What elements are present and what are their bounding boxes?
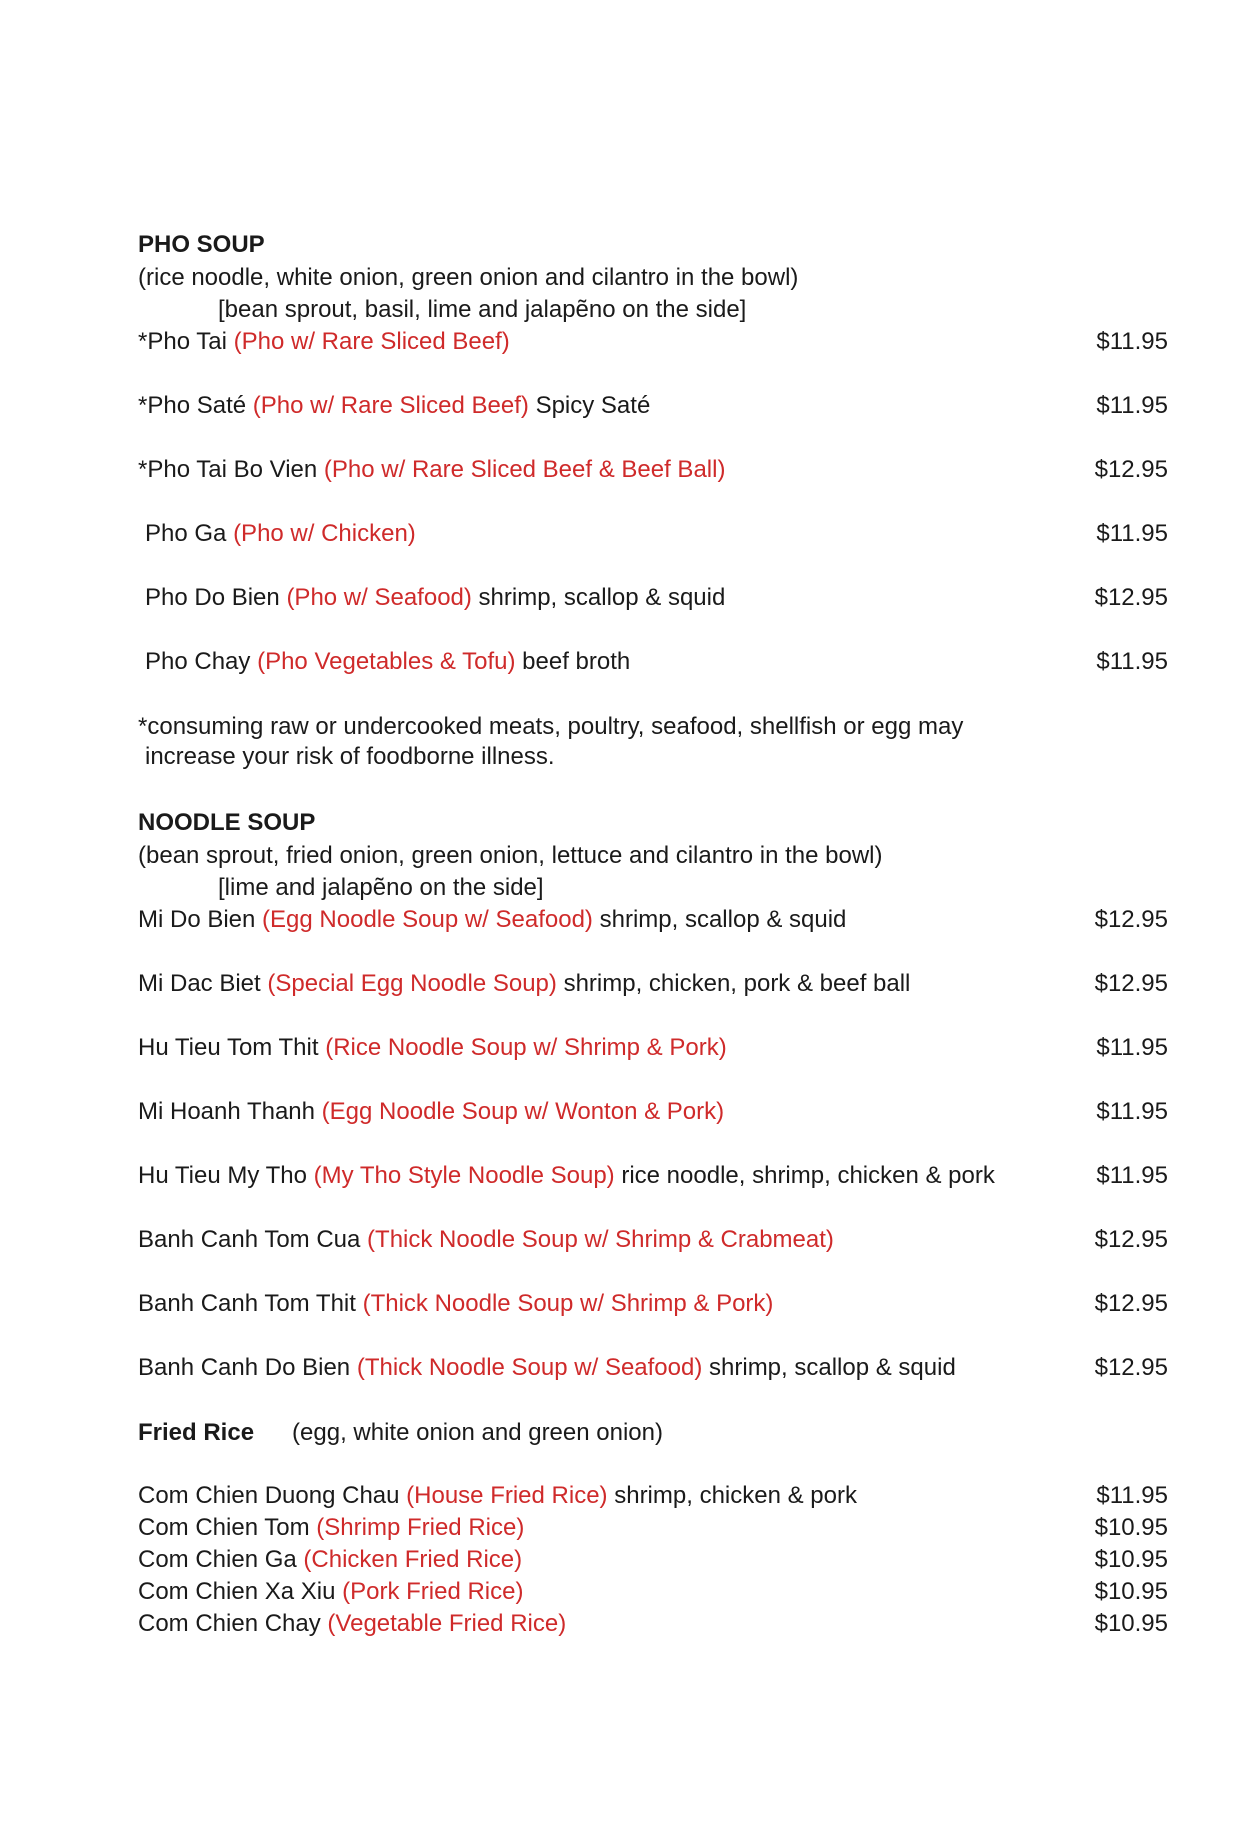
item-name: *Pho Tai Bo Vien	[138, 456, 318, 483]
menu-item	[138, 1608, 1168, 1640]
item-name: *Pho Saté	[138, 392, 247, 419]
item-translation: (Special Egg Noodle Soup)	[267, 970, 557, 997]
item-name: *Pho Tai	[138, 328, 227, 355]
item-translation: (Chicken Fried Rice)	[303, 1546, 523, 1573]
pho-bowl-description: (rice noodle, white onion, green onion and cilantro in the bowl)	[138, 264, 799, 291]
menu-item	[138, 1032, 1168, 1064]
item-price: $12.95	[1094, 906, 1168, 933]
item-name: Mi Dac Biet	[138, 970, 261, 997]
item-price: $10.95	[1094, 1514, 1168, 1541]
menu-item	[138, 646, 1168, 678]
item-translation: (Thick Noodle Soup w/ Shrimp & Pork)	[362, 1290, 774, 1317]
item-price: $12.95	[1094, 584, 1168, 611]
menu-item	[138, 1096, 1168, 1128]
item-translation: (My Tho Style Noodle Soup)	[313, 1162, 615, 1189]
item-name: Pho Chay	[145, 648, 251, 675]
menu-item	[138, 1480, 1168, 1512]
pho-section	[138, 228, 1168, 772]
item-price: $11.95	[1096, 1098, 1168, 1125]
item-extra: shrimp, chicken, pork & beef ball	[563, 970, 911, 997]
item-name: Hu Tieu My Tho	[138, 1162, 307, 1189]
fried-rice-section	[138, 1416, 1168, 1640]
item-name: Com Chien Ga	[138, 1546, 297, 1573]
item-name: Banh Canh Do Bien	[138, 1354, 351, 1381]
item-price: $12.95	[1094, 1354, 1168, 1381]
menu-item	[138, 1160, 1168, 1192]
item-name: Com Chien Xa Xiu	[138, 1578, 336, 1605]
item-translation: (Pho w/ Chicken)	[233, 520, 416, 547]
item-translation: (Thick Noodle Soup w/ Shrimp & Crabmeat)	[367, 1226, 834, 1253]
item-price: $11.95	[1096, 1482, 1168, 1509]
menu-item	[138, 968, 1168, 1000]
item-name: Mi Hoanh Thanh	[138, 1098, 315, 1125]
raw-food-warning	[138, 712, 1168, 772]
menu-item	[138, 1576, 1168, 1608]
item-price: $10.95	[1094, 1546, 1168, 1573]
item-name: Banh Canh Tom Thit	[138, 1290, 356, 1317]
item-name: Com Chien Tom	[138, 1514, 310, 1541]
item-translation: (Egg Noodle Soup w/ Wonton & Pork)	[321, 1098, 725, 1125]
fried-rice-header	[138, 1416, 1168, 1450]
item-price: $11.95	[1096, 520, 1168, 547]
item-translation: (Pho w/ Rare Sliced Beef & Beef Ball)	[323, 456, 726, 483]
menu-item	[138, 1352, 1168, 1384]
item-translation: (Rice Noodle Soup w/ Shrimp & Pork)	[325, 1034, 727, 1061]
item-translation: (Pho w/ Rare Sliced Beef)	[233, 328, 510, 355]
item-translation: (Vegetable Fried Rice)	[327, 1610, 567, 1637]
menu-item	[138, 904, 1168, 936]
item-translation: (Pho w/ Seafood)	[286, 584, 472, 611]
item-extra: rice noodle, shrimp, chicken & pork	[621, 1162, 995, 1189]
warning-line-1: *consuming raw or undercooked meats, poultry, seafood, shellfish or egg may	[138, 713, 964, 740]
item-name: Com Chien Chay	[138, 1610, 321, 1637]
item-name: Pho Ga	[145, 520, 227, 547]
item-extra: shrimp, scallop & squid	[709, 1354, 956, 1381]
item-price: $12.95	[1094, 1226, 1168, 1253]
item-price: $11.95	[1096, 1034, 1168, 1061]
item-price: $12.95	[1094, 456, 1168, 483]
item-name: Hu Tieu Tom Thit	[138, 1034, 319, 1061]
item-extra: shrimp, scallop & squid	[478, 584, 726, 611]
menu-page	[138, 228, 1168, 1640]
item-price: $10.95	[1094, 1578, 1168, 1605]
item-translation: (Pho Vegetables & Tofu)	[257, 648, 516, 675]
item-extra: shrimp, scallop & squid	[599, 906, 847, 933]
item-extra: shrimp, chicken & pork	[614, 1482, 857, 1509]
item-name: Pho Do Bien	[145, 584, 280, 611]
item-extra: beef broth	[522, 648, 631, 675]
item-extra: Spicy Saté	[535, 392, 651, 419]
item-price: $10.95	[1094, 1610, 1168, 1637]
item-name: Mi Do Bien	[138, 906, 256, 933]
item-price: $11.95	[1096, 328, 1168, 355]
item-price: $11.95	[1096, 1162, 1168, 1189]
item-translation: (House Fried Rice)	[406, 1482, 608, 1509]
item-name: Com Chien Duong Chau	[138, 1482, 400, 1509]
pho-side-description: [bean sprout, basil, lime and jalapẽno on the side]	[218, 296, 747, 323]
item-price: $11.95	[1096, 392, 1168, 419]
item-translation: (Pork Fried Rice)	[342, 1578, 524, 1605]
menu-item	[138, 1224, 1168, 1256]
menu-item	[138, 326, 1168, 358]
warning-line-2: increase your risk of foodborne illness.	[145, 743, 555, 770]
item-name: Banh Canh Tom Cua	[138, 1226, 361, 1253]
item-translation: (Shrimp Fried Rice)	[316, 1514, 525, 1541]
item-translation: (Egg Noodle Soup w/ Seafood)	[262, 906, 593, 933]
item-price: $11.95	[1096, 648, 1168, 675]
noodle-bowl-description: (bean sprout, fried onion, green onion, lettuce and cilantro in the bowl)	[138, 842, 883, 869]
menu-item	[138, 1288, 1168, 1320]
menu-item	[138, 454, 1168, 486]
item-translation: (Pho w/ Rare Sliced Beef)	[252, 392, 529, 419]
item-price: $12.95	[1094, 1290, 1168, 1317]
menu-item	[138, 1512, 1168, 1544]
menu-item	[138, 390, 1168, 422]
item-translation: (Thick Noodle Soup w/ Seafood)	[356, 1354, 703, 1381]
menu-item	[138, 518, 1168, 550]
noodle-side-description: [lime and jalapẽno on the side]	[218, 874, 544, 901]
noodle-section	[138, 806, 1168, 1384]
noodle-heading: NOODLE SOUP	[138, 809, 316, 836]
pho-heading: PHO SOUP	[138, 231, 265, 258]
item-price: $12.95	[1094, 970, 1168, 997]
menu-item	[138, 582, 1168, 614]
menu-item	[138, 1544, 1168, 1576]
fried-rice-heading: Fried Rice	[138, 1419, 255, 1446]
fried-rice-description: (egg, white onion and green onion)	[292, 1419, 663, 1446]
